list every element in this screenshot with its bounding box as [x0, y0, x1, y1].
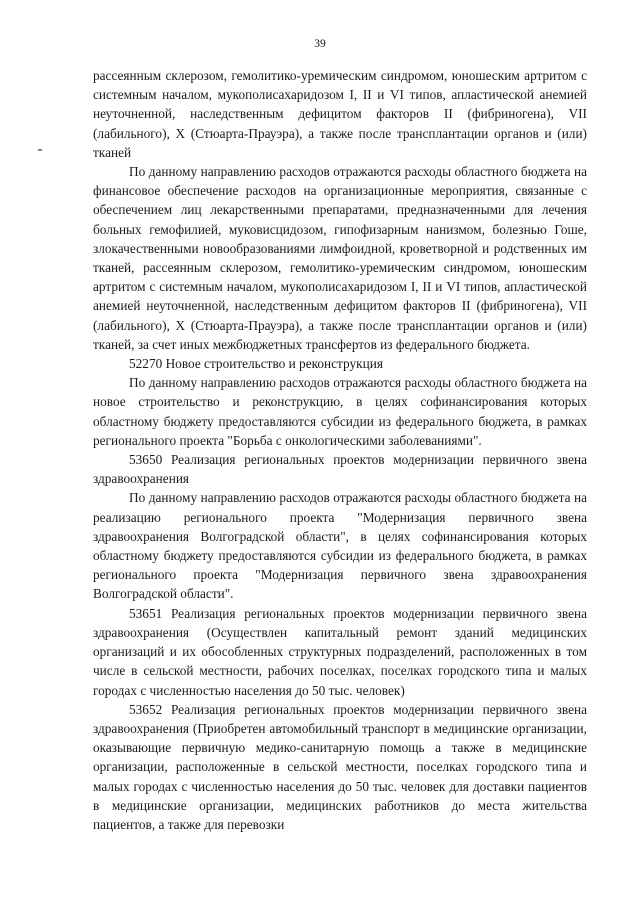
heading-53651: 53651 Реализация региональных проектов модернизации первичного звена здравоохранения (Осуществлен капитальный ремонт зданий медицинских организаций и их обособленных структурных подразделений, расположенных в том числе в сельской местности, рабочих поселках, поселках городского типа и малых городах с численностью населения до 50 тыс. человек) [93, 605, 587, 698]
paragraph-52270: По данному направлению расходов отражаются расходы областного бюджета на новое строительство и реконструкцию, в целях софинансирования которых областному бюджету предоставляются субсидии из федерального бюджета, в рамках регионального проекта "Борьба с онкологическими заболеваниями". [93, 375, 587, 448]
page-number: 39 [314, 38, 326, 50]
paragraph-53650: По данному направлению расходов отражаются расходы областного бюджета на реализацию регионального проекта "Модернизация первичного звена здравоохранения Волгоградской области", в целях софинансирования которых областному бюджету предоставляются субсидии из федерального бюджета, в рамках регионального проекта "Модернизация первичного звена здравоохранения Волгоградской области". [93, 490, 587, 602]
paragraph-continuation: рассеянным склерозом, гемолитико-уремическим синдромом, юношеским артритом с системным началом, мукополисахаридозом I, II и VI типов, апластической анемией неуточненной, наследственным дефицитом факторов II (фибриногена), VII (лабильного), X (Стюарта-Прауэра), а также после трансплантации органов и (или) тканей [93, 68, 587, 160]
heading-52270: 52270 Новое строительство и реконструкция [129, 356, 383, 372]
paragraph-expenses-organizational: По данному направлению расходов отражаются расходы областного бюджета на финансовое обеспечение расходов на организационные мероприятия, связанные с обеспечением лиц лекарственными препаратами, предназначенными для лечения больных гемофилией, муковисцидозом, гипофизарным нанизмом, болезнью Гоше, злокачественными новообразованиями лимфоидной, кроветворной и родственных им тканей, рассеянным склерозом, гемолитико-уремическим синдромом, юношеским артритом с системным началом, мукополисахаридозом I, II и VI типов, апластической анемией неуточненной, наследственным дефицитом факторов II (фибриногена), VII (лабильного), X (Стюарта-Прауэра), а также после трансплантации органов и (или) тканей, за счет иных межбюджетных трансфертов из федерального бюджета. [93, 164, 587, 352]
margin-mark [38, 149, 42, 151]
document-body [93, 66, 587, 834]
heading-53650: 53650 Реализация региональных проектов модернизации первичного звена здравоохранения [93, 452, 587, 487]
heading-53652: 53652 Реализация региональных проектов модернизации первичного звена здравоохранения (Приобретен автомобильный транспорт в медицинские организации, оказывающие первичную медико-санитарную помощь а также в медицинские организации, расположенные в сельской местности, поселках городского типа и малых городах с численностью населения до 50 тыс. человек для доставки пациентов в медицинские организации, медицинских работников до места жительства пациентов, а также для перевозки [93, 701, 587, 832]
